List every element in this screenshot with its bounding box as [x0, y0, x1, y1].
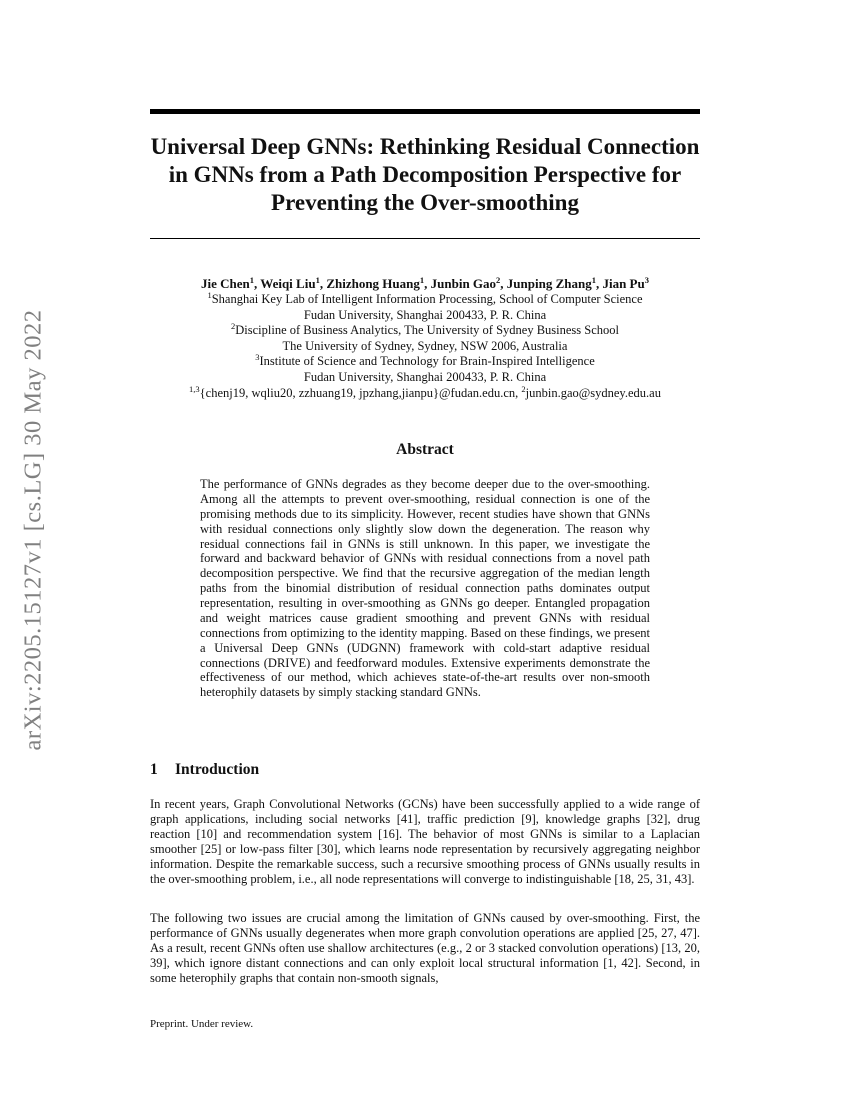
- sydney-email: junbin.gao@sydney.edu.au: [525, 385, 661, 400]
- arxiv-stamp-text: arXiv:2205.15127v1 [cs.LG] 30 May 2022: [19, 309, 47, 751]
- intro-paragraph-2: The following two issues are crucial among the limitation of GNNs caused by over-smoothing. First, the performance of GNNs usually degenerates when more graph convolution operations are applied [25, 27, 47]. As a result, recent GNNs often use shallow architectures (e.g., 2 or 3 stacked convolution operations) [13, 20, 39], which ignore distant connections and can only exploit local structural information [1, 42]. Second, in some heterophily graphs that contain non-smooth signals,: [150, 911, 700, 985]
- section-number: 1: [150, 761, 158, 778]
- affiliation-1-line-2: Fudan University, Shanghai 200433, P. R. China: [303, 307, 547, 322]
- abstract-text: The performance of GNNs degrades as they become deeper due to the over-smoothing. Among all the attempts to prevent over-smoothing, residual connection is one of the promising methods due to its simplicity. However, recent studies have shown that GNNs with residual connections only slightly slow down the degeneration. The reason why residual connections fail in GNNs is still unknown. In this paper, we investigate the forward and backward behavior of GNNs with residual connections from a novel path decomposition perspective. We find that the recursive aggregation of the median length paths from the binomial distribution of residual connection paths dominates output representation, resulting in over-smoothing as GNNs go deeper. Entangled propagation and weight matrices cause gradient smoothing and prevent GNNs with residual connections from optimizing to the identity mapping. Based on these findings, we present a Universal Deep GNNs (UDGNN) framework with cold-start adaptive residual connections (DRIVE) and feedforward modules. Extensive experiments demonstrate the effectiveness of our method, which achieves state-of-the-art results over non-smooth heterophily datasets by simply stacking standard GNNs.: [200, 477, 650, 700]
- author-affil-mark: 1: [315, 275, 320, 285]
- author-affil-mark: 2: [496, 275, 501, 285]
- author-list: Jie Chen$^1$, Weiqi Liu$^1$, Zhizhong Huang$^1$, Junbin Gao$^2$, Junping Zhang$^1$, Jian Pu$^3$: [201, 275, 649, 291]
- author-affil-mark: 1: [591, 275, 596, 285]
- arxiv-stamp: [8, 285, 58, 775]
- paper-title: Universal Deep GNNs: Rethinking Residual Connection in GNNs from a Path Decomposition Perspective for Preventing the Over-smoothing: [150, 134, 700, 215]
- author-name: Jie Chen: [201, 276, 250, 291]
- author-name: Weiqi Liu: [260, 276, 316, 291]
- affiliation-3-line-1: $^3$Institute of Science and Technology for Brain-Inspired Intelligence: [255, 352, 595, 369]
- author-name: Junbin Gao: [430, 276, 497, 291]
- affiliation-1-line-1: $^1$Shanghai Key Lab of Intelligent Information Processing, School of Computer Science: [207, 290, 643, 306]
- author-affil-mark: 1: [249, 275, 255, 285]
- abstract-heading: Abstract: [396, 441, 454, 458]
- affiliation-2-line-2: The University of Sydney, Sydney, NSW 2006, Australia: [282, 338, 568, 353]
- author-name: Jian Pu: [602, 276, 645, 291]
- intro-paragraph-1: In recent years, Graph Convolutional Networks (GCNs) have been successfully applied to a wide range of graph applications, including social networks [41], traffic prediction [9], knowledge graphs [32], drug reaction [10] and recommendation system [16]. The behavior of most GNNs is similar to a Laplacian smoother [25] or low-pass filter [30], which learns node representation by recursively aggregating neighbor information. Despite the remarkable success, such a recursive smoothing process of GNNs usually results in the over-smoothing problem, i.e., all node representations will converge to indistinguishable [18, 25, 31, 43].: [150, 797, 700, 886]
- footer-note: Preprint. Under review.: [150, 1018, 254, 1030]
- introduction-heading: [150, 760, 700, 780]
- author-emails: $^{1,3}${chenj19, wqliu20, zzhuang19, jpzhang,jianpu}@fudan.edu.cn, $^2$junbin.gao@sydney.edu.au: [189, 383, 661, 400]
- affiliation-3-line-2: Fudan University, Shanghai 200433, P. R. China: [303, 370, 547, 384]
- title-bottom-rule: [150, 238, 700, 239]
- author-name: Junping Zhang: [506, 276, 592, 291]
- title-top-rule: [150, 109, 700, 114]
- fudan-email: {chenj19, wqliu20, zzhuang19, jpzhang,jianpu}@fudan.edu.cn,: [199, 385, 522, 400]
- author-affil-mark: 3: [644, 275, 649, 285]
- section-title-text: Introduction: [175, 761, 260, 778]
- affiliation-2-line-1: $^2$Discipline of Business Analytics, The University of Sydney Business School: [230, 321, 620, 338]
- author-name: Zhizhong Huang: [326, 276, 420, 291]
- author-affil-mark: 1: [419, 275, 425, 285]
